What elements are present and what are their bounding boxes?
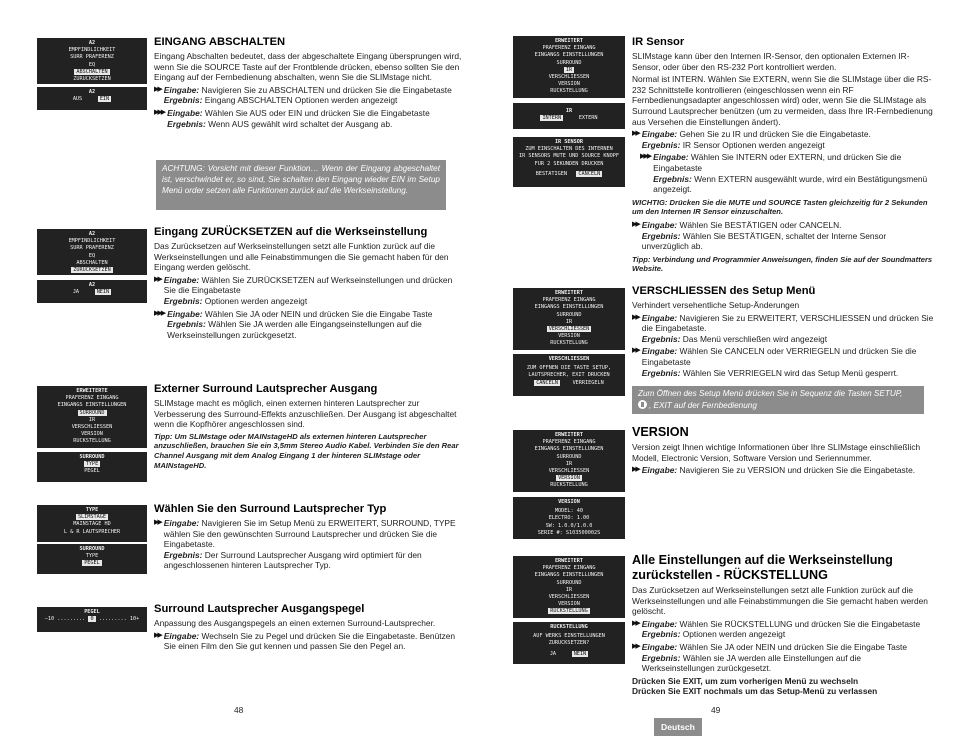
heading: Surround Lautsprecher Ausgangspegel xyxy=(154,603,365,615)
heading: VERSION xyxy=(632,425,689,439)
lcd-type-menu: TYPE SLIMSTAGE MAINSTAGE HD L & R LAUTSPRECHER xyxy=(37,505,147,542)
step: ▶▶ Eingabe: Navigieren Sie zu ERWEITERT, VERSCHLIESSEN und drücken Sie die Eingabetaste. Ergebnis: Das Menü verschließen wird angezeigt xyxy=(632,312,934,344)
lcd-surround-menu-pegel: SURROUND TYPE PEGEL xyxy=(37,544,147,574)
warning-box: ACHTUNG: Vorsicht mit dieser Funktion… Wenn der Eingang abgeschaltet ist, verschwindet er, so sind, Sie schalten den Eingang wieder EIN im Setup Menü order setzen alle Funktionen zurück auf die Werkseinstellung. xyxy=(156,160,446,210)
step: ▶▶ Eingabe: Wechseln Sie zu Pegel und drücken Sie die Eingabetaste. Benützen Sie einen Film den Sie gut kennen und passen Sie den Pegel an. xyxy=(154,630,456,652)
section-ruckstellung: Alle Einstellungen auf die Werkseinstellung zurückstellen - RÜCKSTELLUNG Das Zurücksetzen auf Werkseinstellungen setzt alle Funktion zurück auf die Werkseinstellungen und alle Feinabstimmungen die Sie gemacht haben werden gelöscht. ▶▶ Eingabe: Wählen Sie RÜCKSTELLUNG und drücken Sie die Eingabetaste Ergebnis: Optionen werden angezeigt ▶▶ Eingabe: Wählen Sie JA oder NEIN und drücken Sie die Eingabe Taste Ergebnis: Wählen sie JA werden alle Einstellungen auf die Werkseinstellungen zurückgesetzt. Drücken Sie EXIT, um zum vorherigen Menü zu wechseln Drücken Sie EXIT nochmals um das Setup-Menü zu verlassen xyxy=(632,553,934,697)
section-externer-surround: Externer Surround Lautsprecher Ausgang SLIMstage macht es möglich, einen externen hinteren Lautsprecher zur Verbesserung des Surround-Effekts anzuschließen. Der Ausgang ist abgeschaltet wenn die Kopfhörer angeschlossen sind. Tipp: Um SLIMstage oder MAINstageHD als externen hinteren Lautsprecher anzuschließen, brauchen Sie ein 3,5mm Stereo Audio Kabel. Verbinden Sie den Rear Channel Ausgang mit dem Analog Eingang 1 der hinteren SLIMstage oder MAINstageHD. xyxy=(154,383,466,473)
step: ▶▶ Eingabe: Gehen Sie zu IR und drücken Sie die Eingabetaste. Ergebnis: IR Sensor Optionen werden angezeigt xyxy=(632,129,871,150)
step: ▶▶ Eingabe: Wählen Sie RÜCKSTELLUNG und drücken Sie die Eingabetaste Ergebnis: Optionen werden angezeigt xyxy=(632,618,921,640)
step: ▶▶ Eingabe: Wählen Sie CANCELN oder VERRIEGELN und drücken Sie die Eingabetaste Ergebnis: Wählen Sie VERRIEGELN wird das Setup Menü gesperrt. xyxy=(632,346,917,378)
heading: EINGANG ABSCHALTEN xyxy=(154,36,286,48)
section-surround-typ xyxy=(154,503,466,573)
heading: Externer Surround Lautsprecher Ausgang xyxy=(154,383,378,395)
speaker-icon xyxy=(638,400,647,409)
page-number-left: 48 xyxy=(234,705,244,715)
step: ▶▶ Eingabe: Navigieren Sie im Setup Menü zu ERWEITERT, SURROUND, TYPE wählen Sie den gewünschten Surround Lautsprecher und drücken Sie die Eingabetaste. Ergebnis: Der Surround Lautsprecher Ausgang wird optimiert für den angeschlossenen hinteren Lautsprecher Typ. xyxy=(154,518,456,571)
lcd-ir-options: IR INTERN EXTERN xyxy=(513,103,625,129)
step: ▶▶ Eingabe: Navigieren Sie zu ABSCHALTEN und drücken Sie die Eingabetaste Ergebnis: Eingang ABSCHALTEN Optionen werden angezeigt xyxy=(154,84,452,106)
section-verschliessen: VERSCHLIESSEN des Setup Menü Verhindert versehentliche Setup-Änderungen ▶▶ Eingabe: Navigieren Sie zu ERWEITERT, VERSCHLIESSEN und drücken Sie die Eingabetaste. Ergebnis: Das Menü verschließen wird angezeigt ▶▶ Eingabe: Wählen Sie CANCELN oder VERRIEGELN und drücken Sie die Eingabetaste Ergebnis: Wählen Sie VERRIEGELN wird das Setup Menü gesperrt. xyxy=(632,285,934,378)
lcd-erweitert-menu-ir: ERWEITERT PRÄFERENZ EINGANG EINGANGS EINSTELLUNGEN SURROUND IR VERSCHLIESSEN VERSION RÜCKSTELLUNG xyxy=(513,36,625,98)
heading: Wählen Sie den Surround Lautsprecher Typ xyxy=(154,503,387,515)
step: ▶▶▶ Eingabe: Wählen Sie INTERN oder EXTERN, und drücken Sie die Eingabetaste Ergebnis: Wenn EXTERN ausgewählt wurde, wird ein Bestätigungsmenü angezeigt. xyxy=(640,152,928,195)
lcd-erweiterte-menu: ERWEITERTE PRÄFERENZ EINGANG EINGANGS EINSTELLUNGEN SURROUND IR VERSCHLIESSEN VERSION RÜCKSTELLUNG xyxy=(37,386,147,448)
step: ▶▶▶ Eingabe: Wählen Sie JA oder NEIN und drücken Sie die Eingabe Taste Ergebnis: Wählen Sie JA werden alle Eingangseinstellungen auf die Werkseinstellungen zurückgesetzt. xyxy=(154,308,433,340)
lcd-eingang-menu-reset: A2 EMPFINDLICHKEIT SURR PRÄFERENZ EQ ABSCHALTEN ZURÜCKSETZEN xyxy=(37,229,147,275)
lcd-eingang-menu: A2 EMPFINDLICHKEIT SURR PRÄFERENZ EQ ABSCHALTEN ZURÜCKSETZEN xyxy=(37,38,147,84)
lcd-erweitert-menu-lock: ERWEITERT PRÄFERENZ EINGANG EINGANGS EINSTELLUNGEN SURROUND IR VERSCHLIESSEN VERSION RÜCKSTELLUNG xyxy=(513,288,625,350)
language-tab: Deutsch xyxy=(654,718,702,736)
lcd-pegel: PEGEL –10 ......... 0 ......... 10+ xyxy=(37,607,147,632)
heading: IR Sensor xyxy=(632,36,685,48)
lcd-ir-sensor-confirm: IR SENSOR ZUM EINSCHALTEN DES INTERNEN IR SENSORS MUTE UND SOURCE KNOPF FÜR 2 SEKUNDEN DRÜCKEN BESTÄTIGEN CANCELN xyxy=(513,137,625,187)
step: ▶▶ Eingabe: Wählen Sie ZURÜCKSETZEN auf Werkseinstellungen und drücken Sie die Eingabetaste Ergebnis: Optionen werden angezeigt xyxy=(154,274,453,306)
page-number-right: 49 xyxy=(711,705,721,715)
lcd-abschalten-options: A2 AUS EIN xyxy=(37,87,147,110)
section-version: VERSION Version zeigt Ihnen wichtige Informationen über Ihre SLIMstage einschließlich Modell, Electronic Version, Software Version und Seriennummer. ▶▶ Eingabe: Navigieren Sie zu VERSION und drücken Sie die Eingabetaste. xyxy=(632,425,934,478)
lcd-erweitert-menu-version: ERWEITERT PRÄFERENZ EINGANG EINGANGS EINSTELLUNGEN SURROUND IR VERSCHLIESSEN VERSION RÜCKSTELLUNG xyxy=(513,430,625,492)
info-box-unlock: Zum Öffnen des Setup Menü drücken Sie in Sequenz die Tasten SETUP, , EXIT auf der Fernbedienung xyxy=(632,386,924,414)
section-surround-pegel: Surround Lautsprecher Ausgangspegel Anpassung des Ausgangspegels an einen externen Surround-Lautsprecher. ▶▶ Eingabe: Wechseln Sie zu Pegel und drücken Sie die Eingabetaste. Benützen Sie einen Film den Sie gut kennen und passen Sie den Pegel an. xyxy=(154,603,466,654)
section-eingang-abschalten: EINGANG ABSCHALTEN Eingang Abschalten bedeutet, dass der abgeschaltete Eingang übersprungen wird, wenn Sie die SOURCE Taste auf der Frontblende drücken, ebenso sollten Sie den Eingang auf der Fernbedienung abschalten, wenn Sie die SLIMstage nicht. ▶▶ Eingabe: Navigieren Sie zu ABSCHALTEN und drücken Sie die Eingabetaste Ergebnis: Eingang ABSCHALTEN Optionen werden angezeigt ▶▶▶ Eingabe: Wählen Sie AUS oder EIN und drücken Sie die Eingabetaste Ergebnis: Wenn AUS gewählt wird schaltet der Ausgang ab. xyxy=(154,36,466,131)
step: ▶▶ Eingabe: Wählen Sie BESTÄTIGEN oder CANCELN. Ergebnis: Wählen Sie BESTÄTIGEN, schaltet der Interne Sensor unverzüglich ab. xyxy=(632,219,887,252)
heading: Eingang ZURÜCKSETZEN auf die Werkseinstellung xyxy=(154,226,428,238)
lcd-version-info: VERSION MODEL: 40 ELECTRO: 1.00 SW: 1.0.0/1.0.0 SERIE #: S103500002S xyxy=(513,497,625,539)
lcd-reset-options: A2 JA NEIN xyxy=(37,280,147,303)
lcd-surround-menu: SURROUND TYPE PEGEL xyxy=(37,452,147,482)
heading: Alle Einstellungen auf die Werkseinstellung zurückstellen - RÜCKSTELLUNG xyxy=(632,553,893,582)
step: ▶▶ Eingabe: Navigieren Sie zu VERSION und drücken Sie die Eingabetaste. xyxy=(632,465,916,476)
lcd-ruckstellung-confirm: RÜCKSTELLUNG AUF WERKS EINSTELLUNGEN ZURÜCKSETZEN? JA NEIN xyxy=(513,622,625,664)
heading: VERSCHLIESSEN des Setup Menü xyxy=(632,285,816,297)
step: ▶▶▶ Eingabe: Wählen Sie AUS oder EIN und drücken Sie die Eingabetaste Ergebnis: Wenn AUS gewählt wird schaltet der Ausgang ab. xyxy=(154,107,430,129)
lcd-verschliessen: VERSCHLIESSEN ZUM ÖFFNEN DIE TASTE SETUP, LAUTSPRECHER, EXIT DRÜCKEN CANCELN VERRIEGELN xyxy=(513,354,625,396)
section-ir-sensor: IR Sensor SLIMstage kann über den Internen IR-Sensor, den optionalen Externen IR-Sensor, oder über den RS-232 Port kontrolliert werden. Normal ist INTERN. Wählen Sie EXTERN, wenn Sie die SLIMstage über die RS-232 Schnittstelle kontrollieren (eingeschlossen wenn ein RF Fernbedienungsadapter angeschlossen wird) oder, wenn Sie die SLIMstage als Surround Lautsprecher benützen (um zu vermeiden, dass Ihre IR-Fernbedienung aus Versehen die Einstellungen ändert). ▶▶ Eingabe: Gehen Sie zu IR und drücken Sie die Eingabetaste. Ergebnis: IR Sensor Optionen werden angezeigt ▶▶▶ Eingabe: Wählen Sie INTERN oder EXTERN, und drücken Sie die Eingabetaste Ergebnis: Wenn EXTERN ausgewählt wurde, wird ein Bestätigungsmenü angezeigt. WICHTIG: Drücken Sie die MUTE und SOURCE Tasten gleichzeitig für 2 Sekunden um den Internen IR Sensor einzuschalten. ▶▶ Eingabe: Wählen Sie BESTÄTIGEN oder CANCELN. Ergebnis: Wählen Sie BESTÄTIGEN, schaltet der Interne Sensor unverzüglich ab. Tipp: Verbindung und Programmier Anweisungen, finden Sie auf der Soundmatters Website. xyxy=(632,36,933,274)
section-eingang-zuruecksetzen: Eingang ZURÜCKSETZEN auf die Werkseinstellung Das Zurücksetzen auf Werkseinstellungen setzt alle Funktion zurück auf die Werkseinstellungen und alle Feinabstimmungen die Sie gemacht haben für den Eingang werden gelöscht. ▶▶ Eingabe: Wählen Sie ZURÜCKSETZEN auf Werkseinstellungen und drücken Sie die Eingabetaste Ergebnis: Optionen werden angezeigt ▶▶▶ Eingabe: Wählen Sie JA oder NEIN und drücken Sie die Eingabe Taste Ergebnis: Wählen Sie JA werden alle Eingangseinstellungen auf die Werkseinstellungen zurückgesetzt. xyxy=(154,226,466,342)
step: ▶▶ Eingabe: Wählen Sie JA oder NEIN und drücken Sie die Eingabe Taste Ergebnis: Wählen sie JA werden alle Einstellungen auf die Werkseinstellungen zurückgesetzt. xyxy=(632,641,907,674)
lcd-erweitert-menu-reset: ERWEITERT PRÄFERENZ EINGANG EINGANGS EINSTELLUNGEN SURROUND IR VERSCHLIESSEN VERSION RÜCKSTELLUNG xyxy=(513,556,625,618)
